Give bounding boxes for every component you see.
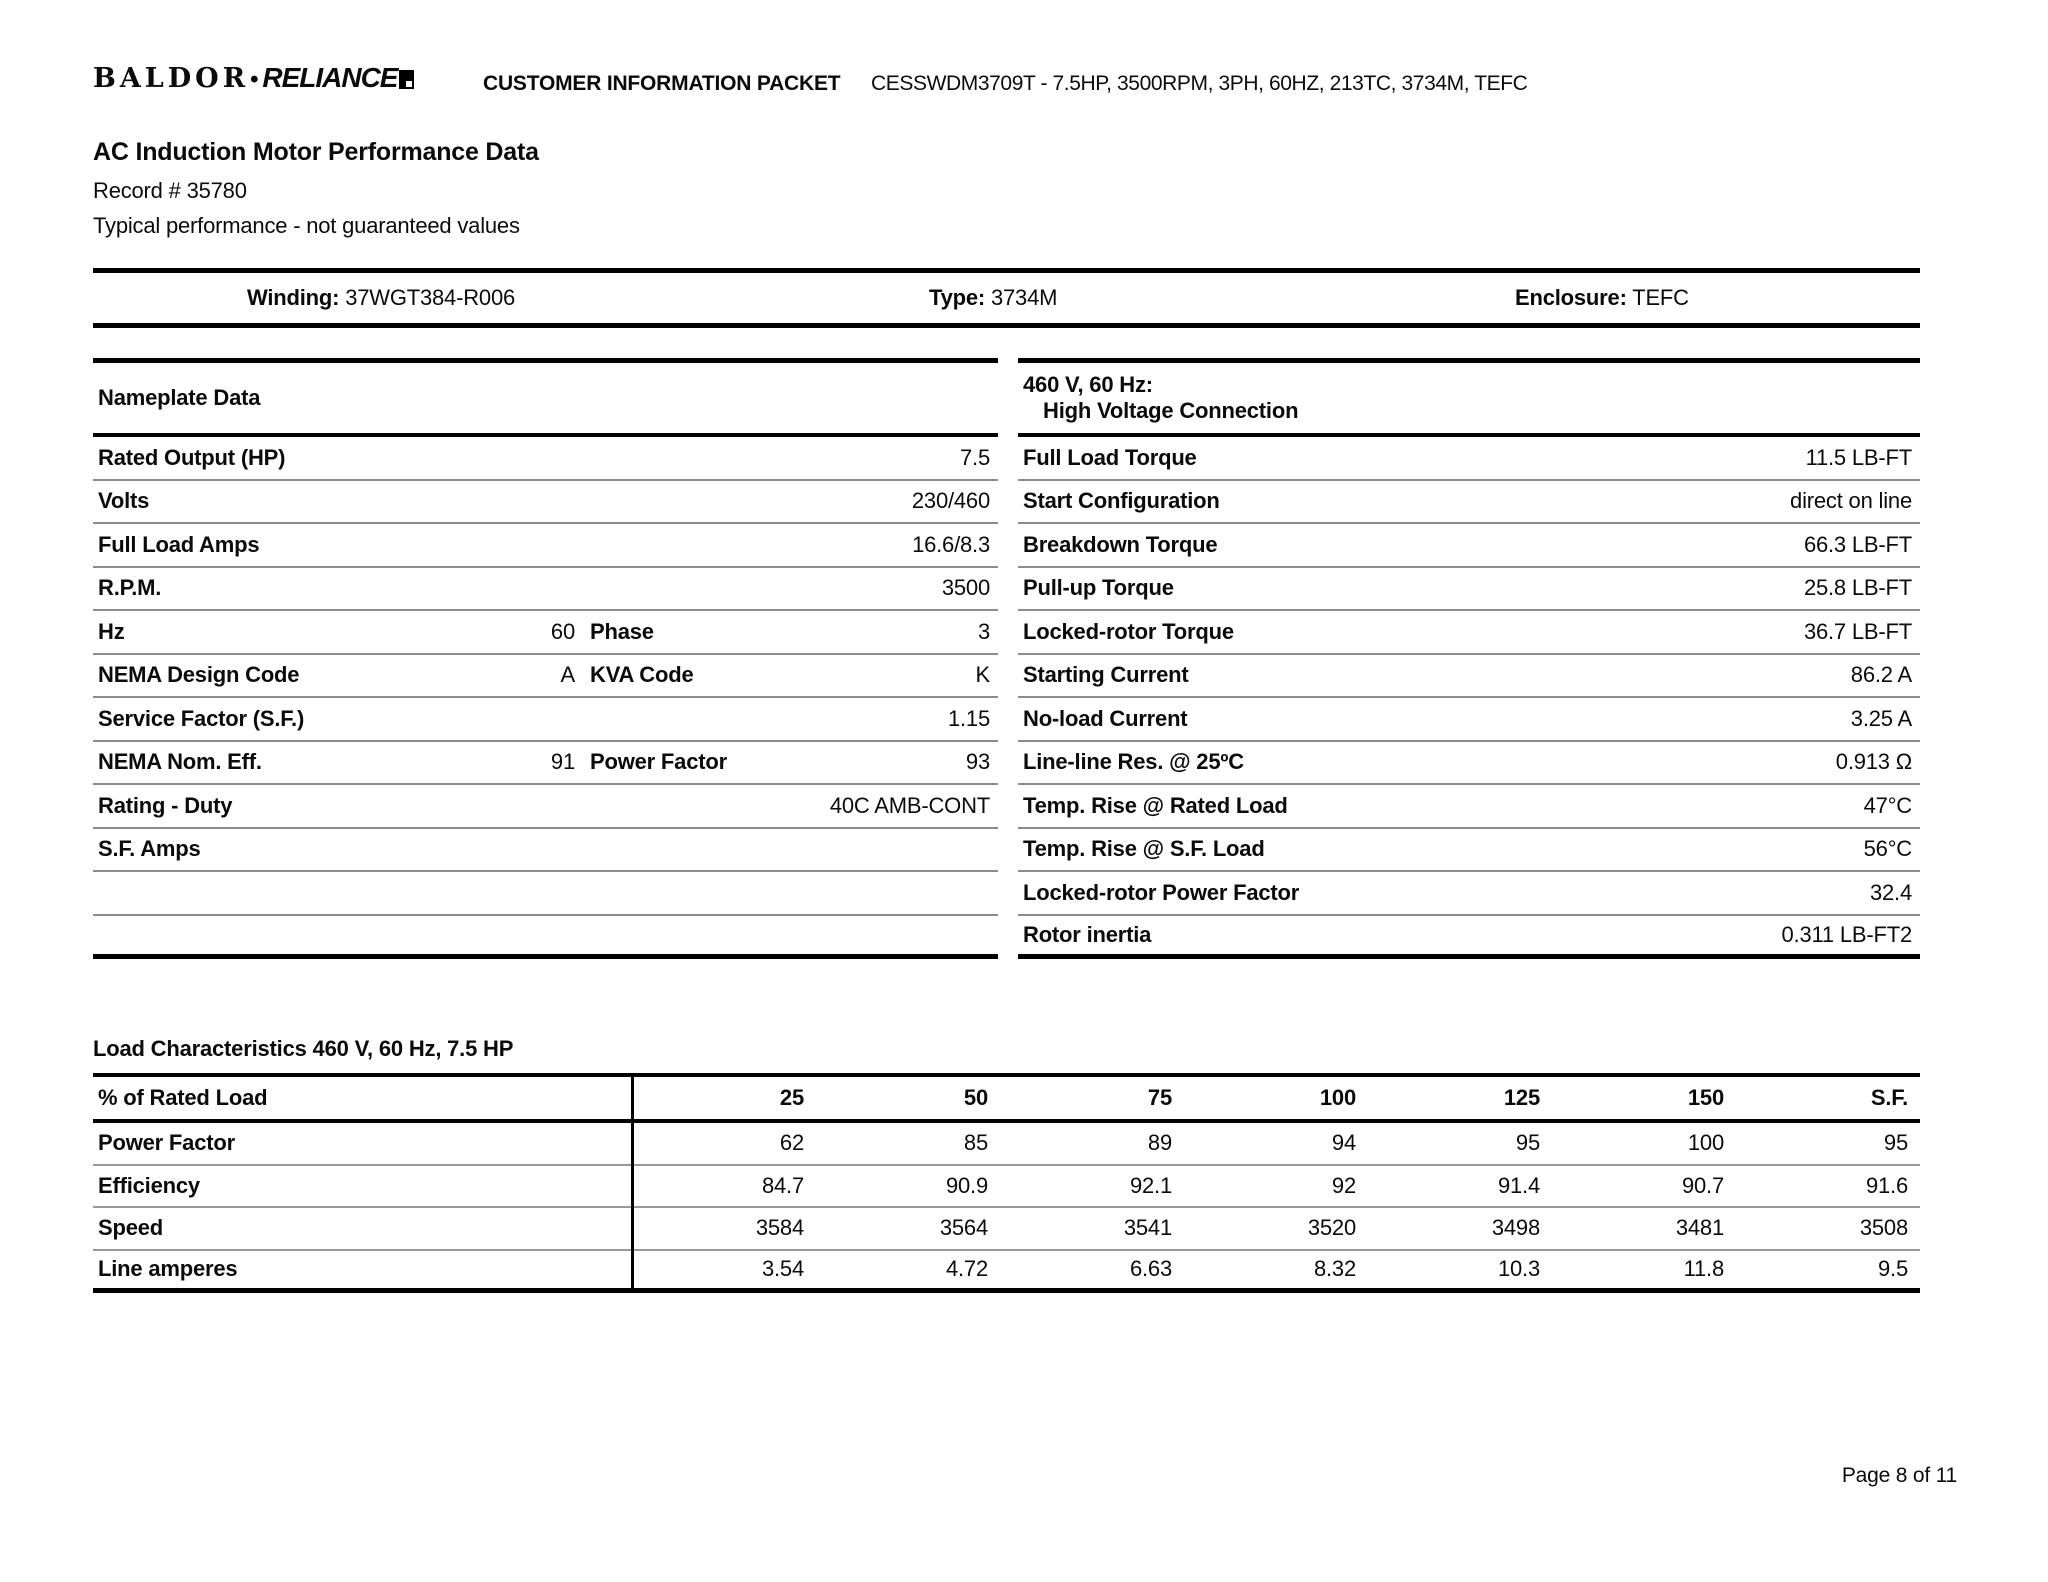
row-value: 56°C [1863, 836, 1912, 862]
row-mid-value: A [560, 662, 575, 688]
row-value: 0.311 LB-FT2 [1781, 921, 1912, 947]
document-type-title: CUSTOMER INFORMATION PACKET [483, 72, 841, 95]
row-label: Line-line Res. @ 25ºC [1023, 749, 1244, 775]
cell-value: 85 [963, 1130, 988, 1156]
enclosure-field [1515, 285, 1689, 311]
table-row [93, 481, 998, 525]
table-row [1018, 655, 1920, 699]
cell-value: 3584 [755, 1215, 804, 1241]
hv-connection-table [1018, 358, 1920, 959]
table-row [1018, 524, 1920, 568]
table-row [93, 742, 998, 786]
row-mid-label: Phase [590, 618, 654, 644]
registered-box-icon [399, 70, 414, 89]
column-header: 125 [1503, 1085, 1540, 1110]
table-row [93, 1208, 1920, 1251]
row-label: Hz [98, 618, 125, 644]
column-header: 150 [1687, 1085, 1724, 1110]
row-value: K [975, 662, 990, 688]
table-row [93, 568, 998, 612]
cell-value: 89 [1147, 1130, 1172, 1156]
row-value: direct on line [1790, 488, 1912, 514]
cell-value: 91.4 [1497, 1172, 1540, 1198]
row-value: 93 [965, 749, 990, 775]
row-value: 36.7 LB-FT [1803, 618, 1912, 644]
row-label: Efficiency [98, 1172, 200, 1198]
enclosure-label: Enclosure: [1515, 285, 1627, 310]
row-label: Locked-rotor Torque [1023, 618, 1234, 644]
type-field [929, 285, 1057, 311]
enclosure-value: TEFC [1632, 285, 1689, 310]
record-number: Record # 35780 [93, 178, 247, 203]
type-value: 3734M [990, 285, 1058, 310]
table-row [93, 524, 998, 568]
cell-value: 3481 [1675, 1215, 1724, 1241]
cell-value: 90.7 [1681, 1172, 1724, 1198]
row-label: Start Configuration [1023, 488, 1220, 514]
row-value: 0.913 Ω [1835, 749, 1912, 775]
table-row [1018, 785, 1920, 829]
row-mid-label: Power Factor [590, 749, 727, 775]
brand-reliance: RELIANCE [262, 62, 398, 93]
row-label: Breakdown Torque [1023, 531, 1218, 557]
row-label: Rated Output (HP) [98, 444, 286, 470]
table-row [93, 437, 998, 481]
hv-heading-line2: High Voltage Connection [1043, 398, 1299, 423]
row-label: No-load Current [1023, 705, 1188, 731]
column-header: 50 [963, 1085, 988, 1110]
table-row [93, 1251, 1920, 1294]
title-block [93, 138, 539, 248]
table-row [1018, 916, 1920, 960]
row-value: 66.3 LB-FT [1803, 531, 1912, 557]
cell-value: 95 [1883, 1130, 1908, 1156]
row-label: Volts [98, 488, 150, 514]
table-row [1018, 568, 1920, 612]
row-value: 16.6/8.3 [912, 531, 990, 557]
row-value: 3500 [941, 575, 990, 601]
column-header: % of Rated Load [98, 1085, 268, 1110]
load-characteristics-table [93, 1073, 1920, 1293]
cell-value: 91.6 [1865, 1172, 1908, 1198]
table-row [1018, 437, 1920, 481]
cell-value: 8.32 [1313, 1256, 1356, 1282]
row-label: NEMA Nom. Eff. [98, 749, 262, 775]
page-indicator: Page 8 of 11 [1841, 1464, 1957, 1487]
table-row [93, 611, 998, 655]
row-mid-value: 60 [550, 618, 575, 644]
row-mid-value: 91 [550, 749, 575, 775]
cell-value: 92 [1331, 1172, 1356, 1198]
cell-value: 6.63 [1129, 1256, 1172, 1282]
nameplate-table [93, 358, 998, 959]
row-label: Full Load Amps [98, 531, 260, 557]
table-row [93, 829, 998, 873]
cell-value: 95 [1515, 1130, 1540, 1156]
cell-value: 90.9 [945, 1172, 988, 1198]
brand-dot-separator: • [250, 66, 259, 93]
row-value: 7.5 [960, 444, 990, 470]
cell-value: 62 [779, 1130, 804, 1156]
table-row [93, 916, 998, 960]
column-header: 75 [1147, 1085, 1172, 1110]
table-row [1018, 611, 1920, 655]
nameplate-heading: Nameplate Data [98, 385, 261, 410]
cell-value: 11.8 [1683, 1256, 1724, 1282]
cell-value: 3508 [1859, 1215, 1908, 1241]
hv-table-header [1018, 363, 1920, 437]
row-label: Power Factor [98, 1130, 235, 1156]
row-label: Rating - Duty [98, 792, 233, 818]
row-label: Speed [98, 1215, 164, 1241]
cell-value: 94 [1331, 1130, 1356, 1156]
table-row [93, 1123, 1920, 1166]
load-table-header-row [93, 1077, 1920, 1123]
cell-value: 3.54 [761, 1256, 804, 1282]
winding-field [247, 285, 515, 311]
cell-value: 4.72 [945, 1256, 988, 1282]
cell-value: 84.7 [761, 1172, 804, 1198]
table-row [93, 1166, 1920, 1209]
row-label: Pull-up Torque [1023, 575, 1174, 601]
cell-value: 3564 [939, 1215, 988, 1241]
cell-value: 3498 [1491, 1215, 1540, 1241]
row-mid-label: KVA Code [590, 662, 694, 688]
row-label: Line amperes [98, 1256, 238, 1282]
row-value: 230/460 [911, 488, 990, 514]
table-row [93, 872, 998, 916]
cell-value: 9.5 [1878, 1256, 1908, 1282]
performance-tables [93, 358, 1920, 959]
cell-value: 3541 [1123, 1215, 1172, 1241]
row-value: 3 [977, 618, 990, 644]
row-value: 11.5 LB-FT [1805, 444, 1912, 470]
row-label: Starting Current [1023, 662, 1189, 688]
cell-value: 10.3 [1497, 1256, 1540, 1282]
disclaimer-note: Typical performance - not guaranteed values [93, 213, 520, 238]
table-row [1018, 481, 1920, 525]
row-value: 47°C [1863, 792, 1912, 818]
row-label: S.F. Amps [98, 836, 201, 862]
winding-label: Winding: [247, 285, 340, 310]
row-value: 86.2 A [1850, 662, 1912, 688]
column-header: 100 [1319, 1085, 1356, 1110]
product-spec-text: CESSWDM3709T - 7.5HP, 3500RPM, 3PH, 60HZ, 213TC, 3734M, TEFC [871, 72, 1528, 95]
type-label: Type: [929, 285, 986, 310]
table-row [1018, 872, 1920, 916]
column-header: S.F. [1870, 1085, 1908, 1110]
brand-logo [93, 62, 414, 94]
row-value: 3.25 A [1850, 705, 1912, 731]
brand-baldor: BALDOR [93, 63, 250, 94]
cell-value: 100 [1687, 1130, 1724, 1156]
table-row [93, 698, 998, 742]
table-row [1018, 742, 1920, 786]
table-column-divider [631, 1073, 634, 1293]
row-label: R.P.M. [98, 575, 162, 601]
row-label: Temp. Rise @ Rated Load [1023, 792, 1288, 818]
table-row [93, 785, 998, 829]
row-label: Rotor inertia [1023, 921, 1152, 947]
table-row [1018, 829, 1920, 873]
row-value: 25.8 LB-FT [1803, 575, 1912, 601]
hv-heading-line1: 460 V, 60 Hz: [1023, 372, 1153, 397]
table-row [1018, 698, 1920, 742]
cell-value: 3520 [1307, 1215, 1356, 1241]
load-characteristics-heading: Load Characteristics 460 V, 60 Hz, 7.5 HP [93, 1036, 514, 1061]
row-value: 32.4 [1869, 879, 1912, 905]
row-value: 1.15 [947, 705, 990, 731]
page-title: AC Induction Motor Performance Data [93, 138, 539, 166]
row-label: Service Factor (S.F.) [98, 705, 305, 731]
nameplate-table-header [93, 363, 998, 437]
row-label: Locked-rotor Power Factor [1023, 879, 1300, 905]
row-label: Full Load Torque [1023, 444, 1197, 470]
row-label: NEMA Design Code [98, 662, 300, 688]
row-value: 40C AMB-CONT [829, 792, 990, 818]
table-row [93, 655, 998, 699]
row-label: Temp. Rise @ S.F. Load [1023, 836, 1265, 862]
winding-value: 37WGT384-R006 [345, 285, 516, 310]
column-header: 25 [779, 1085, 804, 1110]
winding-summary-band [93, 268, 1920, 328]
cell-value: 92.1 [1129, 1172, 1172, 1198]
